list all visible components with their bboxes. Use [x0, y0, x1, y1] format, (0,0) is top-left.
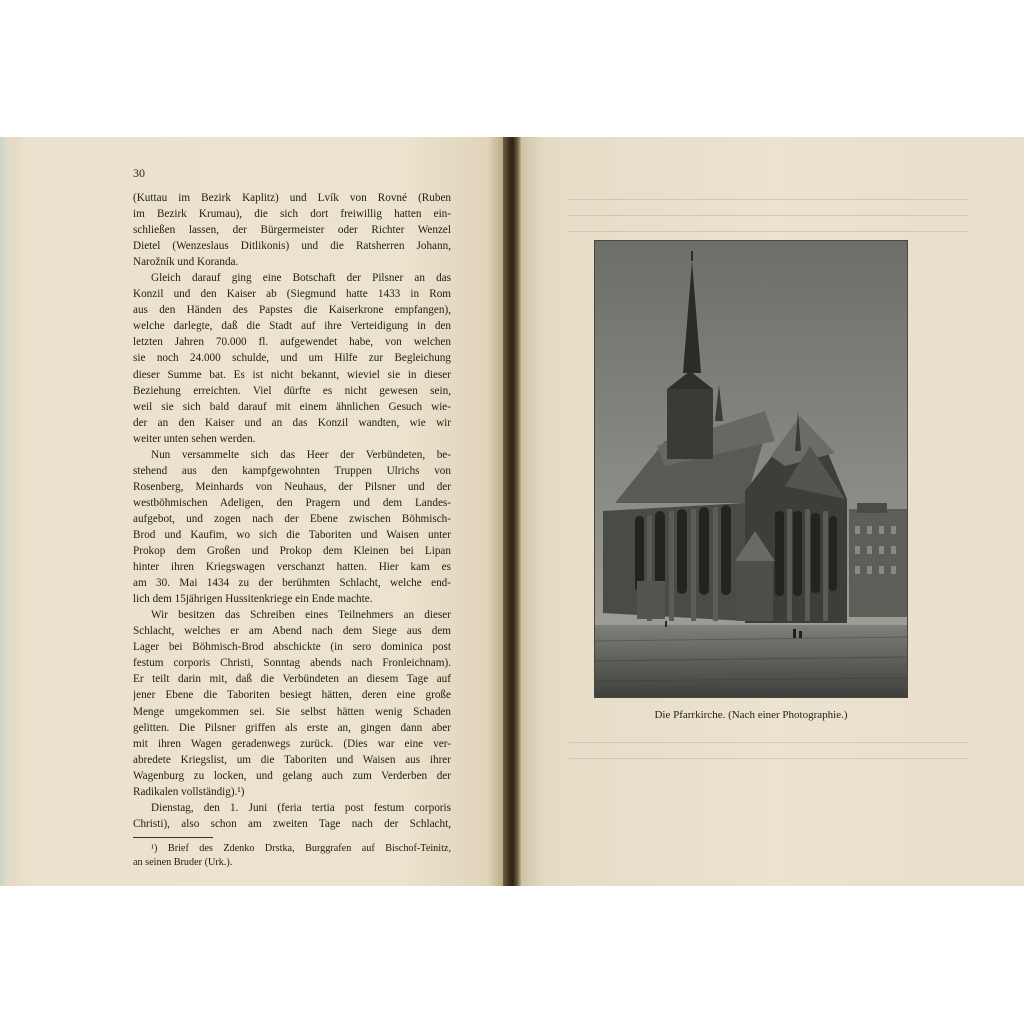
- text-line: sie noch 24.000 schulde, und um Hilfe zur Begleichung: [133, 352, 451, 365]
- text-line: im Bezirk Krumau), die sich dort freiwillig hatten ein-: [133, 208, 451, 221]
- text-line: Beziehung erreichten. Viel dürfte es nicht gewesen sein,: [133, 384, 451, 397]
- text-line: Rosenberg, Meinhards von Neuhaus, der Pilsner und der: [133, 480, 451, 493]
- church-illustration: [595, 241, 907, 697]
- right-page: [521, 137, 1024, 886]
- text-line: schließen lassen, der Bürgermeister oder Richter Wenzel: [133, 224, 451, 237]
- text-line: Nun versammelte sich das Heer der Verbündeten, be-: [151, 448, 451, 461]
- text-line: Gleich darauf ging eine Botschaft der Pilsner an das: [151, 272, 451, 285]
- text-line: Brod und Kaufim, wo sich die Taboriten und Waisen unter: [133, 528, 451, 541]
- text-line: aufgebot, und zogen nach der Ebene zwischen Böhmisch-: [133, 512, 451, 525]
- text-line: letzten Jahren 70.000 fl. aufgewendet habe, von welchen: [133, 336, 451, 349]
- text-line: Dietel (Wenzeslaus Ditlikonis) und die Ratsherren Johann,: [133, 240, 451, 253]
- text-line: aus den Händen des Papstes die Kaiserkrone empfangen),: [133, 304, 451, 317]
- text-line: gelitten. Die Pilsner griffen als erste an, gingen dann aber: [133, 721, 451, 734]
- text-line: hinter ihren Kriegswagen verschanzt hatten. Hier kam es: [133, 561, 451, 574]
- show-through-line: [569, 215, 969, 216]
- text-line: weiter unten sehen werden.: [133, 432, 256, 445]
- text-line: abredete Kriegslist, um die Taboriten und Waisen aus ihrer: [133, 753, 451, 766]
- text-line: Dienstag, den 1. Juni (feria tertia post festum corporis: [151, 801, 451, 814]
- text-line: stehend aus den kampfgewohnten Truppen Ulrichs von: [133, 464, 451, 477]
- text-line: Radikalen vollständig).¹): [133, 785, 245, 798]
- text-line: westböhmischen Adeligen, den Pragern und dem Landes-: [133, 496, 451, 509]
- book-spread: [0, 137, 1024, 886]
- church-photograph: [595, 241, 907, 697]
- text-line: lich dem 15jährigen Hussitenkriege ein Ende machte.: [133, 593, 373, 606]
- text-line: Narožník und Koranda.: [133, 256, 239, 269]
- footnote-divider: [133, 837, 213, 838]
- text-line: Wir besitzen das Schreiben eines Teilnehmers an dieser: [151, 609, 451, 622]
- text-line: welche darlegte, daß die Stadt auf ihre Verteidigung in den: [133, 320, 451, 333]
- text-line: Konzil und den Kaiser ab (Siegmund hatte 1433 in Rom: [133, 288, 451, 301]
- show-through-line: [569, 742, 969, 743]
- footnote-line: ¹) Brief des Zdenko Drstka, Burggrafen auf Bischof-Teinitz,: [151, 842, 451, 854]
- text-line: Wagenburg zu locken, und gelang auch zum Verderben der: [133, 769, 451, 782]
- text-line: Er teilt darin mit, daß die Verbündeten an diesem Tage auf: [133, 673, 451, 686]
- text-line: mit ihren Wagen geradenwegs zurück. (Dies war eine ver-: [133, 737, 451, 750]
- text-line: Christi), also schon am zweiten Tage nach der Schlacht,: [133, 817, 451, 830]
- show-through-line: [569, 199, 969, 200]
- text-line: Menge umgekommen sei. Sie selbst hätten wenig Schaden: [133, 705, 451, 718]
- text-line: Lager bei Böhmisch-Brod abschickte (in sero dominica post: [133, 641, 451, 654]
- text-line: (Kuttau im Bezirk Kaplitz) und Lvík von Rovné (Ruben: [133, 192, 451, 204]
- text-line: Schlacht, welches er am Abend nach dem Siege aus dem: [133, 625, 451, 638]
- text-line: Prokop dem Großen und Prokop dem Kleinen bei Lipan: [133, 545, 451, 558]
- text-line: festum corporis Christi, Sonntag abends nach Fronleichnam).: [133, 657, 451, 670]
- text-line: der an den Kaiser und an das Konzil wandten, wie wir: [133, 416, 451, 429]
- book-gutter: [503, 137, 521, 886]
- text-line: am 30. Mai 1434 zu der berühmten Schlacht, welche end-: [133, 577, 451, 590]
- text-line: weil sie sich bald darauf mit einem ähnlichen Gesuch wie-: [133, 400, 451, 413]
- page-number: 30: [133, 166, 145, 180]
- body-text: [133, 190, 451, 871]
- show-through-line: [569, 758, 969, 759]
- figure-caption: Die Pfarrkirche. (Nach einer Photographie.): [654, 709, 848, 721]
- show-through-line: [569, 231, 969, 232]
- text-line: jener Ebene die Taboriten besiegt hätten, deren eine große: [133, 689, 451, 702]
- page-edge: [0, 137, 12, 886]
- footnote-line: an seinen Bruder (Urk.).: [133, 857, 233, 869]
- footnote: [133, 842, 451, 871]
- left-page: [0, 137, 503, 886]
- text-line: dieser Summe bat. Es ist nicht bekannt, wieviel sie in dieser: [133, 368, 451, 381]
